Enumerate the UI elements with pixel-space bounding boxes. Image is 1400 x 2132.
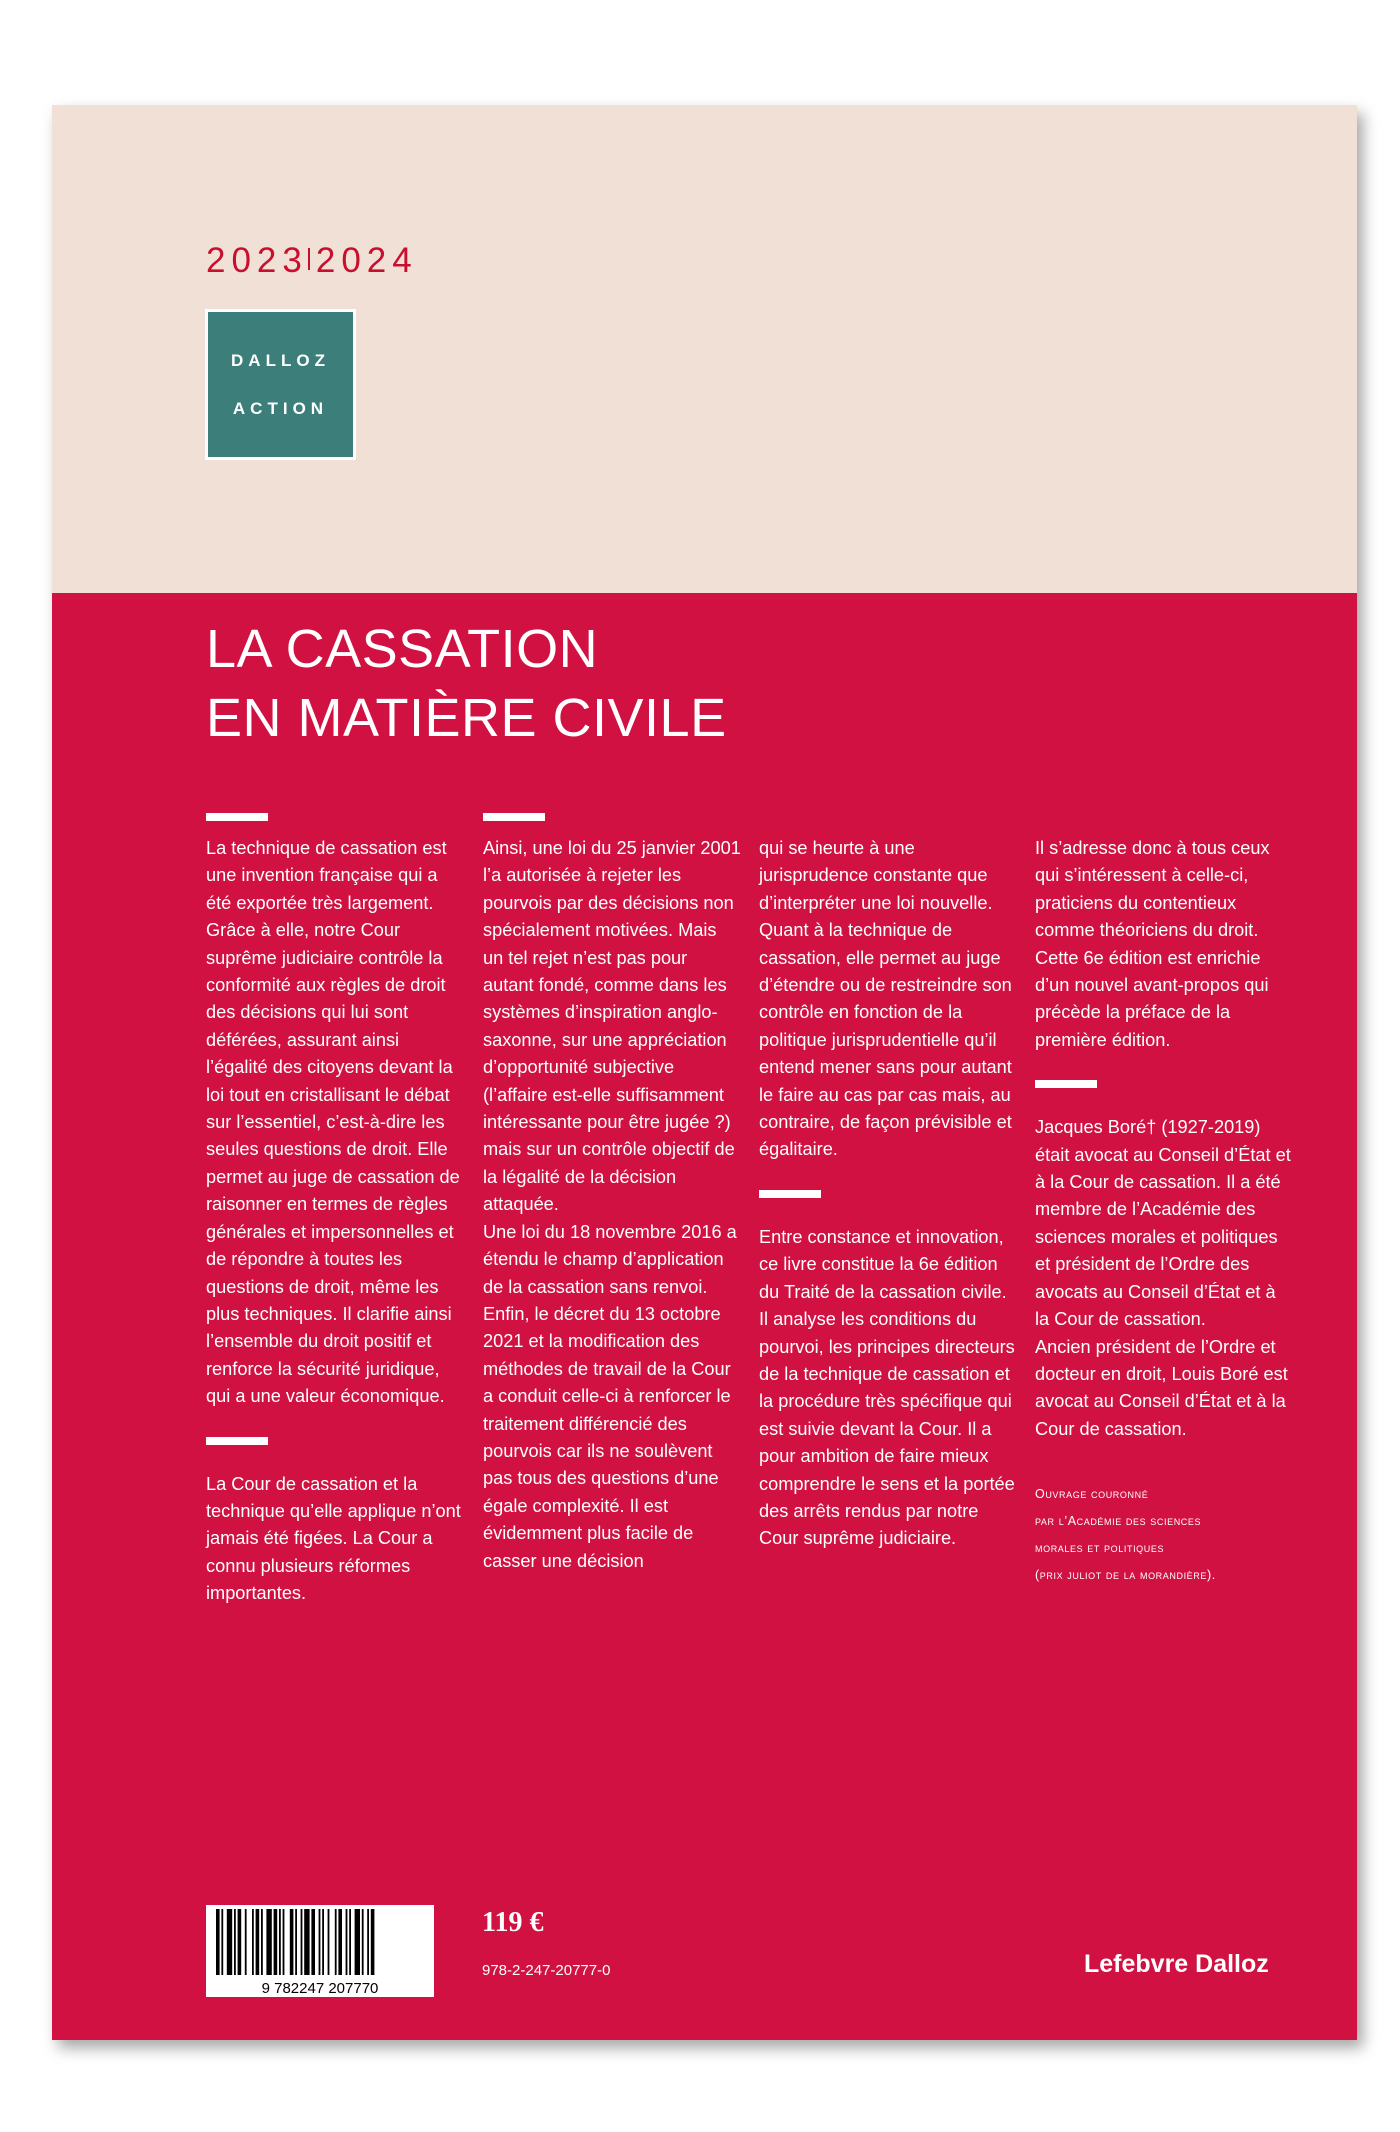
award-line: (prix juliot de la morandière). — [1035, 1568, 1216, 1583]
barcode-bar — [328, 1909, 330, 1975]
badge-line-1: DALLOZ — [231, 350, 330, 370]
barcode-bar — [322, 1909, 324, 1975]
barcode-bar — [238, 1909, 242, 1975]
year-separator — [308, 248, 310, 270]
barcode-digits: 9 782247 207770 — [261, 1980, 379, 1997]
barcode-bar — [245, 1909, 247, 1975]
paragraph: qui se heurte à une jurisprudence constante que d’interpréter une loi nouvelle. — [759, 838, 993, 913]
year-end: 2024 — [315, 241, 418, 280]
barcode-bar — [256, 1909, 260, 1975]
paragraph: Entre constance et innovation, ce livre constitue la 6e édition du Traité de la cassation civile. Il analyse les conditions du pourvoi, les principes directeurs de la technique de cassation et la procédure très spécifique qui est suivie devant la Cour. Il a pour ambition de faire mieux comprendre le sens et la portée des arrêts rendus par notre Cour suprême judiciaire. — [759, 1226, 1015, 1549]
section-rule — [759, 1190, 821, 1198]
price: 119 € — [482, 1907, 544, 1938]
edition-years — [206, 241, 418, 281]
barcode-bar — [346, 1909, 348, 1975]
paragraph: Enfin, le décret du 13 octobre 2021 et la modification des méthodes de travail de la Cour a conduit celle-ci à renforcer le traitement différencié des pourvois car ils ne soulèvent pas tous des questions d’une égale complexité. Il est évidemment plus facile de casser une décision — [483, 1303, 731, 1571]
paragraph: Ainsi, une loi du 25 janvier 2001 l’a autorisée à rejeter les pourvois par des décisions non spécialement motivées. Mais un tel rejet n’est pas pour autant fondé, comme dans les systèmes d’inspiration anglo-saxonne, sur une appréciation d’opportunité subjective (l’affaire est-elle suffisamment intéressante pour être jugée ?) mais sur un contrôle objectif de la légalité de la décision attaquée. — [483, 838, 741, 1215]
badge-line-2: ACTION — [232, 398, 329, 418]
book-title — [206, 615, 727, 753]
barcode-bar — [274, 1909, 278, 1975]
paragraph: La technique de cassation est une invention française qui a été exportée très largement. Grâce à elle, notre Cour suprême judiciaire contrôle la conformité aux règles de droit des décisions qui lui sont déférées, assurant ainsi l’égalité des citoyens devant la loi tout en cristallisant le débat sur l’essentiel, c’est-à-dire les seules questions de droit. Elle permet au juge de cassation de raisonner en termes de règles générales et impersonnelles et de répondre à toutes les questions de droit, même les plus techniques. Il clarifie ainsi l’ensemble du droit positif et renforce la sécurité juridique, qui a une valeur économique. — [206, 838, 460, 1407]
barcode — [206, 1905, 434, 1997]
year-start: 2023 — [206, 241, 308, 280]
barcode-bar — [335, 1909, 337, 1975]
barcode-bar — [301, 1909, 303, 1975]
section-rule — [206, 1437, 268, 1445]
text-column-3 — [759, 835, 1017, 1553]
paragraph: Il s’adresse donc à tous ceux qui s’intéressent à celle-ci, praticiens du contentieux comme théoriciens du droit. Cette 6e édition est enrichie d’un nouvel avant-propos qui précède la préface de la première édition. — [1035, 838, 1270, 1050]
barcode-bar — [338, 1909, 342, 1975]
barcode-bar — [290, 1909, 294, 1975]
paragraph: Une loi du 18 novembre 2016 a étendu le champ d’application de la cassation sans renvoi. — [483, 1221, 737, 1297]
section-rule — [1035, 1080, 1097, 1088]
barcode-bar — [227, 1909, 232, 1975]
barcode-bar — [371, 1909, 375, 1975]
title-line-2: EN MATIÈRE CIVILE — [206, 688, 727, 748]
barcode-bar — [311, 1909, 315, 1975]
barcode-bar — [279, 1909, 281, 1975]
barcode-bar — [283, 1909, 285, 1975]
text-column-4 — [1035, 835, 1293, 1589]
award-note — [1035, 1481, 1293, 1589]
book-back-cover — [52, 105, 1357, 2040]
barcode-bar — [355, 1909, 360, 1975]
barcode-bar — [367, 1909, 369, 1975]
collection-badge — [208, 312, 353, 457]
barcode-bar — [261, 1909, 263, 1975]
section-rule — [483, 813, 545, 821]
award-line: Ouvrage couronné — [1035, 1487, 1149, 1502]
barcode-bar — [221, 1909, 223, 1975]
title-line-1: LA CASSATION — [206, 619, 599, 679]
isbn: 978-2-247-20777-0 — [482, 1962, 611, 1979]
barcode-bar — [304, 1909, 309, 1975]
barcode-bar — [362, 1909, 364, 1975]
barcode-bar — [216, 1909, 220, 1975]
text-column-1 — [206, 813, 464, 1608]
award-line: morales et politiques — [1035, 1541, 1165, 1556]
barcode-bar — [319, 1909, 321, 1975]
barcode-bar — [266, 1909, 271, 1975]
barcode-bar — [252, 1909, 254, 1975]
section-rule — [206, 813, 268, 821]
author-bio: Ancien président de l’Ordre et docteur en droit, Louis Boré est avocat au Conseil d’État et à la Cour de cassation. — [1035, 1336, 1288, 1439]
barcode-bar — [234, 1909, 236, 1975]
text-column-2 — [483, 813, 741, 1575]
author-bio: Jacques Boré† (1927-2019) était avocat au Conseil d’État et à la Cour de cassation. Il a été membre de l’Académie des sciences morales et politiques et président de l’Ordre des avocats au Conseil d’État et à la Cour de cassation. — [1035, 1117, 1291, 1330]
barcode-bar — [295, 1909, 297, 1975]
barcode-bar — [349, 1909, 351, 1975]
paragraph: Quant à la technique de cassation, elle permet au juge d’étendre ou de restreindre son contrôle en fonction de la politique jurisprudentielle qu’il entend mener sans pour autant le faire au cas par cas mais, au contraire, de façon prévisible et égalitaire. — [759, 920, 1012, 1160]
paragraph: La Cour de cassation et la technique qu’elle applique n’ont jamais été figées. La Cour a connu plusieurs réformes importantes. — [206, 1473, 461, 1604]
award-line: par l’Académie des sciences — [1035, 1514, 1202, 1529]
publisher-logo: Lefebvre Dalloz — [1084, 1950, 1269, 1978]
